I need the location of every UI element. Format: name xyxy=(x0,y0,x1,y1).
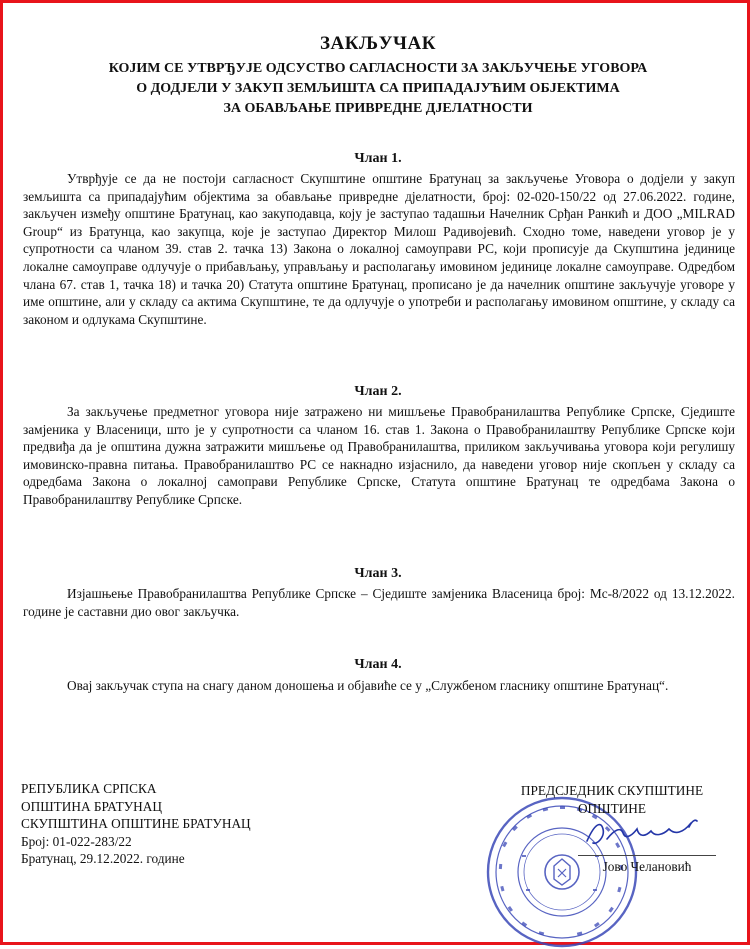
issuer-line: РЕПУБЛИКА СРПСКА xyxy=(21,781,157,796)
issuer-line: СКУПШТИНА ОПШТИНЕ БРАТУНАЦ xyxy=(21,816,251,831)
article-1-paragraph: Утврђује се да не постоји сагласност Скупштине општине Братунац за закључење Уговора о додјели у закуп земљишта са припадајућим објектима за обављање привредне дјелатности, број: 02-020-150/22 од 27.06.2022. године, закључен између општине Братунац, као закуподавца, коју је заступао тадашњи Начелник Срђан Ранкић и ДОО „MILRAD Group“ из Братунца, као закупца, које је заступао Директор Милош Радивојевић. Сходно томе, наведени уговор је у супротности са чланом 39. став 2. тачка 13) Закона о локалној самоуправи РС, који прописује да Скупштина јединице локалне самоуправе одлучује о прибављању, управљању и располагању имовином јединице локалне самоуправе. Одредбом члана 67. став 1, тачка 18) и тачка 20) Статута општине Братунац, прописано је да начелник општине закључује уговоре у име општине, али у складу са актима Скупштине, те да одлучује о употреби и располагању имовином општине, у складу са законом и одлукама Скупштине. xyxy=(23,171,735,327)
document-date: Братунац, 29.12.2022. године xyxy=(21,851,185,866)
signature-icon xyxy=(581,815,701,855)
president-title xyxy=(501,782,723,817)
issuer-block xyxy=(21,780,251,868)
article-3-paragraph: Изјашњење Правобранилаштва Републике Српске – Сједиште замјеника Власеница број: Мс-8/2022 од 13.12.2022. године је саставни дио овог закључка. xyxy=(23,586,735,619)
document-number: Број: 01-022-283/22 xyxy=(21,833,132,849)
article-4-paragraph: Овај закључак ступа на снагу даном доношења и објавиће се у „Службеном гласнику општине Братунац“. xyxy=(67,678,669,693)
article-1-text xyxy=(23,170,735,328)
article-4-heading: Члан 4. xyxy=(354,657,402,672)
president-title-line: ПРЕДСЈЕДНИК СКУПШТИНЕ xyxy=(520,783,704,798)
subtitle-line: ЗА ОБАВЉАЊЕ ПРИВРЕДНЕ ДЈЕЛАТНОСТИ xyxy=(223,101,533,116)
document-subtitle xyxy=(43,59,713,119)
article-2-paragraph: За закључење предметног уговора није затражено ни мишљење Правобранилаштва Републике Српске, Сједиште замјеника у Власеници, што је у супротности са чланом 16. став 1. Закона о Правобранилаштву Републике Српске који предвиђа да је општина дужна затражити мишљење од Правобранилаштва, приликом закључивања уговора који регулишу имовинско-правна питања. Правобранилаштво РС се накнадно изјаснило, да наведени уговор није скопљен у складу са одредбама Закона о локалној самоправи Републике Српске, Статута општине Братунац те одредбама Закона о Правобранилаштву Републике Српске. xyxy=(23,404,735,507)
issuer-line: ОПШТИНА БРАТУНАЦ xyxy=(21,798,162,814)
article-3-text xyxy=(23,585,735,620)
signatory-name: Јово Челановић xyxy=(602,859,692,874)
article-2-heading: Члан 2. xyxy=(354,384,402,399)
signature-line xyxy=(578,855,716,856)
subtitle-line: КОЈИМ СЕ УТВРЂУЈЕ ОДСУСТВО САГЛАСНОСТИ ЗА ЗАКЉУЧЕЊЕ УГОВОРА xyxy=(108,61,648,76)
article-3-heading: Члан 3. xyxy=(354,566,402,581)
subtitle-line: О ДОДЈЕЛИ У ЗАКУП ЗЕМЉИШТА СА ПРИПАДАЈУЋИМ ОБЈЕКТИМА xyxy=(136,81,620,96)
president-title-line: ОПШТИНЕ xyxy=(577,800,647,816)
document-title: ЗАКЉУЧАК xyxy=(320,33,436,54)
article-2-text xyxy=(23,403,735,509)
article-4-text xyxy=(23,677,735,695)
article-1-heading: Члан 1. xyxy=(354,151,402,166)
